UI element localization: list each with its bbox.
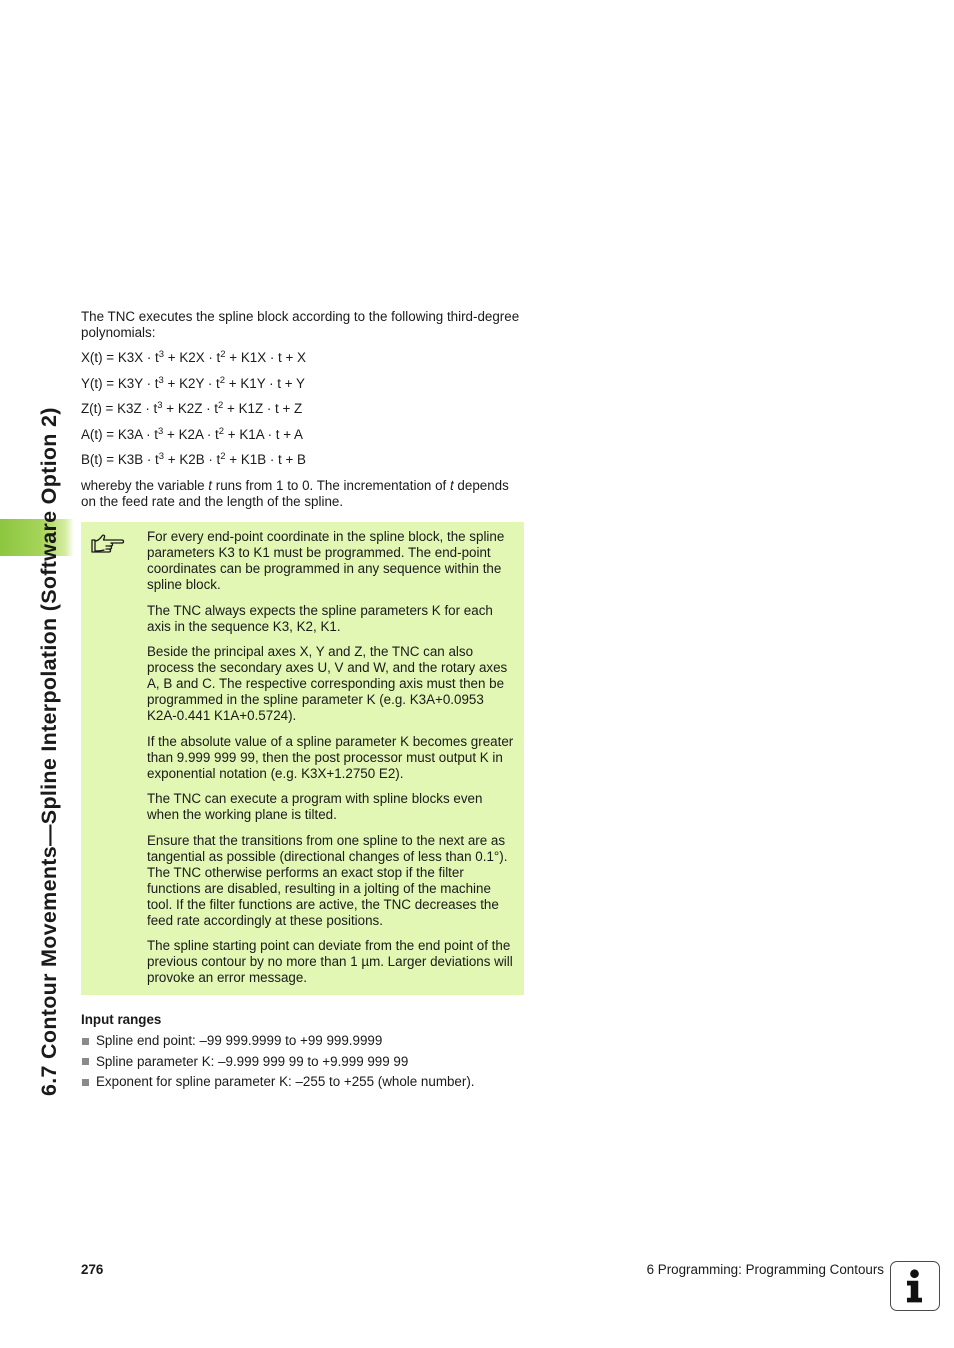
square-bullet-icon: [82, 1058, 89, 1065]
equation-line: [81, 350, 524, 376]
variable-text-part: runs from 1 to 0. The incrementation of: [212, 477, 450, 493]
variable-t: t: [449, 477, 454, 493]
page-number: 276: [81, 1262, 104, 1277]
list-item-text: Spline end point: –99 999.9999 to +99 999.9999: [96, 1033, 383, 1048]
equation-exponent: 3: [158, 349, 165, 360]
equation-exponent: 3: [158, 425, 164, 437]
pointing-hand-icon: [91, 532, 125, 556]
equation-text: + K2Z · t: [162, 401, 219, 416]
equation-text: B(t) = K3B · t: [81, 452, 159, 467]
equation-exponent: 2: [218, 400, 224, 411]
equation-text: + K1A · t + A: [224, 426, 303, 442]
variable-t: t: [208, 477, 213, 493]
input-ranges-heading: Input ranges: [81, 1012, 162, 1027]
note-paragraph: Ensure that the transitions from one spline to the next are as tangential as possible (directional changes of less than 0.1°). The TNC otherwise performs an exact stop if the filter functions are disabled, resulting in a jolting of the machine tool. If the filter functions are active, the TNC decreases the feed rate accordingly at these positions.: [147, 832, 508, 928]
equation-line: [81, 427, 524, 453]
square-bullet-icon: [82, 1079, 89, 1086]
equation-text: + K2Y · t: [163, 375, 220, 391]
note-paragraph: The TNC always expects the spline parameters K for each axis in the sequence K3, K2, K1.: [147, 602, 493, 634]
note-paragraph: For every end-point coordinate in the spline block, the spline parameters K3 to K1 must be programmed. The end-point coordinates can be programmed in any sequence within the spline block.: [147, 529, 505, 592]
equation-text: + K1B · t + B: [225, 452, 306, 467]
equation-exponent: 3: [158, 451, 165, 462]
square-bullet-icon: [82, 1038, 89, 1045]
equation-text: + K2B · t: [164, 452, 221, 467]
note-paragraph: If the absolute value of a spline parameter K becomes greater than 9.999 999 99, then the post processor must output K in exponential notation (e.g. K3X+1.2750 E2).: [147, 733, 514, 781]
equation-exponent: 2: [218, 425, 225, 437]
note-text: [147, 529, 517, 996]
info-glyph: [891, 1262, 938, 1309]
equation-line: [81, 401, 524, 427]
input-ranges-list: [81, 1033, 541, 1095]
equation-list: [81, 350, 524, 478]
info-icon: [890, 1261, 940, 1311]
equation-text: + K2X · t: [164, 350, 221, 365]
variable-paragraph: [81, 478, 524, 510]
footer-chapter-title: 6 Programming: Programming Contours: [646, 1262, 884, 1277]
equation-text: + K1Z · t + Z: [223, 401, 303, 416]
note-box: [81, 522, 524, 995]
variable-text-part: depends on the feed rate and the length of the spline.: [81, 477, 509, 509]
list-item-text: Exponent for spline parameter K: –255 to +255 (whole number).: [96, 1074, 475, 1089]
note-paragraph: The spline starting point can deviate from the end point of the previous contour by no more than 1 µm. Larger deviations will provoke an error message.: [147, 938, 513, 985]
intro-paragraph: The TNC executes the spline block according to the following third-degree polynomials:: [81, 309, 520, 340]
equation-exponent: 2: [220, 349, 226, 360]
equation-text: A(t) = K3A · t: [81, 426, 159, 442]
equation-line: [81, 376, 524, 402]
equation-text: + K2A · t: [163, 426, 219, 442]
list-item: [81, 1033, 541, 1054]
equation-text: + K1X · t + X: [225, 350, 306, 365]
main-content: [81, 309, 524, 510]
input-ranges-section: [81, 1012, 541, 1095]
side-chapter-title: 6.7 Contour Movements—Spline Interpolation (Software Option 2): [37, 407, 61, 1096]
equation-text: + K1Y · t + Y: [225, 375, 305, 391]
note-paragraph: Beside the principal axes X, Y and Z, the TNC can also process the secondary axes U, V and W, and the rotary axes A, B and C. The respective corresponding axis must then be programmed in the spline parameter K (e.g. K3A+0.0953 K2A-0.441 K1A+0.5724).: [147, 644, 508, 723]
equation-text: X(t) = K3X · t: [81, 350, 159, 365]
variable-text-part: whereby the variable: [81, 477, 209, 493]
equation-text: Z(t) = K3Z · t: [81, 401, 158, 416]
equation-exponent: 3: [157, 400, 163, 411]
equation-line: [81, 452, 524, 478]
note-paragraph: The TNC can execute a program with spline blocks even when the working plane is tilted.: [147, 791, 483, 822]
equation-exponent: 2: [219, 374, 226, 386]
list-item: [81, 1054, 541, 1075]
list-item-text: Spline parameter K: –9.999 999 99 to +9.999 999 99: [96, 1053, 409, 1069]
equation-exponent: 2: [220, 451, 226, 462]
equation-exponent: 3: [158, 374, 164, 386]
equation-text: Y(t) = K3Y · t: [81, 375, 159, 391]
list-item: [81, 1074, 541, 1095]
